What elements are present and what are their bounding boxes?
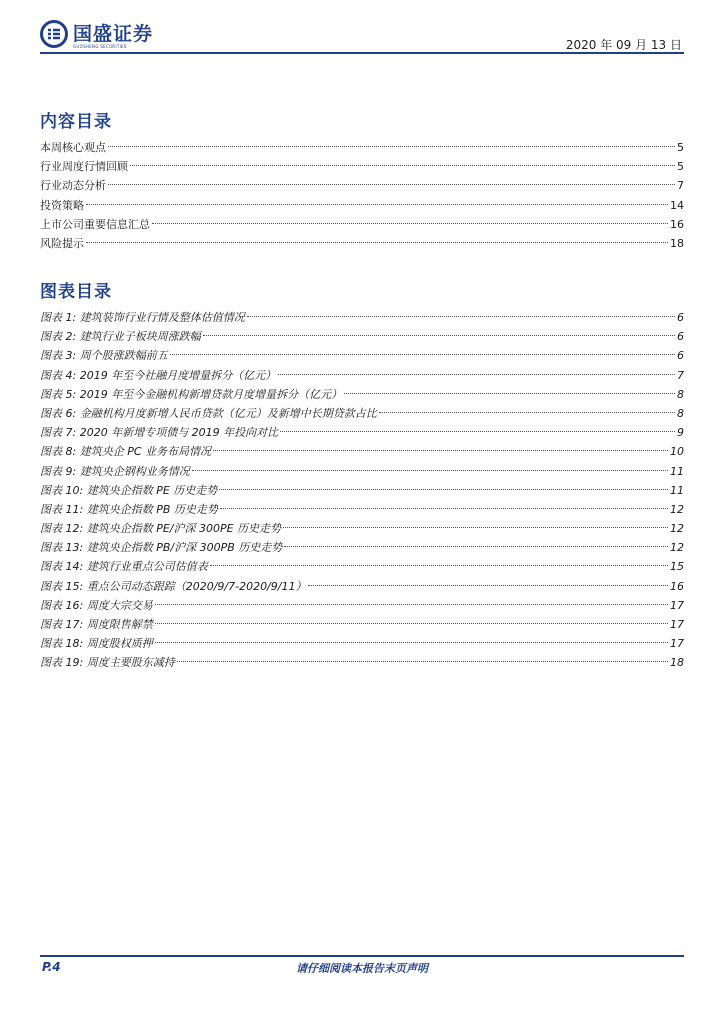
toc-entry-label: 图表 9: 建筑央企钢构业务情况 xyxy=(40,464,190,478)
toc-entry-label: 图表 15: 重点公司动态跟踪（2020/9/7-2020/9/11） xyxy=(40,579,307,593)
toc-entry[interactable] xyxy=(40,366,684,385)
toc-entry-label: 图表 8: 建筑央企 PC 业务布局情况 xyxy=(40,445,212,459)
toc-entry-page: 11 xyxy=(670,464,684,478)
toc-entry-page: 6 xyxy=(677,349,684,363)
toc-entry-label: 本周核心观点 xyxy=(40,141,106,154)
toc-entry-label: 图表 7: 2020 年新增专项债与 2019 年投向对比 xyxy=(40,426,279,440)
toc-entry-label: 行业动态分析 xyxy=(40,179,106,193)
footer-divider xyxy=(40,955,684,957)
toc-entry[interactable] xyxy=(40,176,684,195)
toc-entry[interactable] xyxy=(40,385,684,404)
toc-entry-label: 图表 12: 建筑央企指数 PE/沪深 300PE 历史走势 xyxy=(40,522,282,536)
toc-leader-dots xyxy=(108,146,675,147)
toc-entry-page: 11 xyxy=(670,483,684,497)
toc-leader-dots xyxy=(283,527,668,528)
figures-title: 图表目录 xyxy=(40,282,112,302)
toc-entry-page: 18 xyxy=(670,236,684,250)
toc-entry[interactable] xyxy=(40,462,684,481)
toc-leader-dots xyxy=(152,223,668,224)
toc-entry-page: 12 xyxy=(670,522,684,536)
toc-leader-dots xyxy=(86,242,668,243)
brand-name: 国盛证券 xyxy=(73,23,154,45)
toc-entry-label: 图表 19: 周度主要股东减持 xyxy=(40,656,175,670)
toc-leader-dots xyxy=(86,204,668,205)
toc-entry-page: 9 xyxy=(677,426,684,440)
toc-entry-page: 5 xyxy=(677,141,684,154)
toc-entry-page: 17 xyxy=(670,618,684,631)
toc-leader-dots xyxy=(308,585,668,586)
page-number: P.4 xyxy=(42,960,61,974)
toc-entry-label: 图表 1: 建筑装饰行业行情及整体估值情况 xyxy=(40,311,245,324)
toc-leader-dots xyxy=(170,354,675,355)
toc-entry-page: 17 xyxy=(670,637,684,651)
toc-entry-page: 8 xyxy=(677,406,684,420)
toc-entry-page: 8 xyxy=(677,387,684,401)
toc-leader-dots xyxy=(155,604,668,605)
toc-entry-label: 投资策略 xyxy=(40,198,84,212)
toc-entry-label: 上市公司重要信息汇总 xyxy=(40,217,150,231)
toc-leader-dots xyxy=(247,316,675,317)
toc-entry-page: 5 xyxy=(677,160,684,174)
toc-entry-page: 12 xyxy=(670,541,684,555)
toc-entry[interactable] xyxy=(40,138,684,157)
toc-entry-label: 图表 6: 金融机构月度新增人民币贷款（亿元）及新增中长期贷款占比 xyxy=(40,406,377,420)
toc-entry[interactable] xyxy=(40,196,684,215)
toc-entry[interactable] xyxy=(40,500,684,519)
toc-entry[interactable] xyxy=(40,442,684,461)
toc-entry-label: 图表 3: 周个股涨跌幅前五 xyxy=(40,349,168,363)
toc-entry-page: 6 xyxy=(677,311,684,324)
toc-leader-dots xyxy=(219,489,668,490)
brand-logo-icon xyxy=(40,20,68,48)
toc-entry[interactable] xyxy=(40,423,684,442)
toc-entry[interactable] xyxy=(40,346,684,365)
page-header xyxy=(40,18,684,54)
toc-leader-dots xyxy=(177,661,668,662)
toc-entry[interactable] xyxy=(40,234,684,253)
toc-entry[interactable] xyxy=(40,308,684,327)
toc-entry-label: 图表 4: 2019 年至今社融月度增量拆分（亿元） xyxy=(40,368,277,382)
toc-entry-page: 15 xyxy=(670,560,684,574)
toc-entry-label: 图表 5: 2019 年至今金融机构新增贷款月度增量拆分（亿元） xyxy=(40,387,343,401)
toc-entry-label: 图表 16: 周度大宗交易 xyxy=(40,598,153,612)
brand-subtitle: GUOSHENG SECURITIES xyxy=(73,44,127,49)
toc-leader-dots xyxy=(108,184,675,185)
toc-entry-label: 图表 11: 建筑央企指数 PB 历史走势 xyxy=(40,502,218,516)
toc-leader-dots xyxy=(280,431,675,432)
toc-leader-dots xyxy=(213,450,668,451)
toc-leader-dots xyxy=(210,565,668,566)
toc-entry-page: 6 xyxy=(677,330,684,344)
toc-leader-dots xyxy=(155,623,668,624)
toc-entry-label: 图表 18: 周度股权质押 xyxy=(40,637,153,651)
toc-entry[interactable] xyxy=(40,481,684,500)
header-divider xyxy=(40,52,684,54)
toc-leader-dots xyxy=(220,508,668,509)
toc-entry-page: 10 xyxy=(670,445,684,459)
toc-entry[interactable] xyxy=(40,404,684,423)
contents-list xyxy=(40,138,684,253)
toc-entry[interactable] xyxy=(40,519,684,538)
toc-entry[interactable] xyxy=(40,157,684,176)
toc-entry-label: 图表 14: 建筑行业重点公司估值表 xyxy=(40,560,208,574)
toc-entry[interactable] xyxy=(40,557,684,576)
toc-leader-dots xyxy=(278,374,675,375)
toc-entry-page: 17 xyxy=(670,598,684,612)
toc-leader-dots xyxy=(203,335,675,336)
toc-entry[interactable] xyxy=(40,577,684,596)
toc-leader-dots xyxy=(192,470,668,471)
toc-entry-page: 7 xyxy=(677,179,684,193)
toc-leader-dots xyxy=(130,165,675,166)
report-date: 2020 年 09 月 13 日 xyxy=(565,38,682,52)
contents-title: 内容目录 xyxy=(40,112,112,132)
toc-entry[interactable] xyxy=(40,215,684,234)
toc-entry-label: 图表 2: 建筑行业子板块周涨跌幅 xyxy=(40,330,201,344)
toc-leader-dots xyxy=(284,546,668,547)
toc-entry-page: 16 xyxy=(670,579,684,593)
toc-entry-page: 18 xyxy=(670,656,684,670)
figures-list xyxy=(40,308,684,673)
toc-entry[interactable] xyxy=(40,327,684,346)
toc-entry-page: 14 xyxy=(670,198,684,212)
toc-entry-label: 图表 10: 建筑央企指数 PE 历史走势 xyxy=(40,483,218,497)
toc-entry-label: 图表 17: 周度限售解禁 xyxy=(40,618,153,631)
toc-entry-page: 16 xyxy=(670,217,684,231)
toc-entry[interactable] xyxy=(40,538,684,557)
toc-entry-label: 图表 13: 建筑央企指数 PB/沪深 300PB 历史走势 xyxy=(40,541,283,555)
toc-entry[interactable] xyxy=(40,634,684,653)
toc-entry-label: 行业周度行情回顾 xyxy=(40,160,128,174)
toc-entry[interactable] xyxy=(40,615,684,634)
toc-leader-dots xyxy=(379,412,675,413)
toc-entry[interactable] xyxy=(40,653,684,672)
toc-leader-dots xyxy=(344,393,675,394)
toc-leader-dots xyxy=(155,642,668,643)
toc-entry-page: 12 xyxy=(670,502,684,516)
toc-entry-label: 风险提示 xyxy=(40,236,84,250)
footer-disclaimer: 请仔细阅读本报告末页声明 xyxy=(296,962,428,975)
toc-entry[interactable] xyxy=(40,596,684,615)
toc-entry-page: 7 xyxy=(677,368,684,382)
